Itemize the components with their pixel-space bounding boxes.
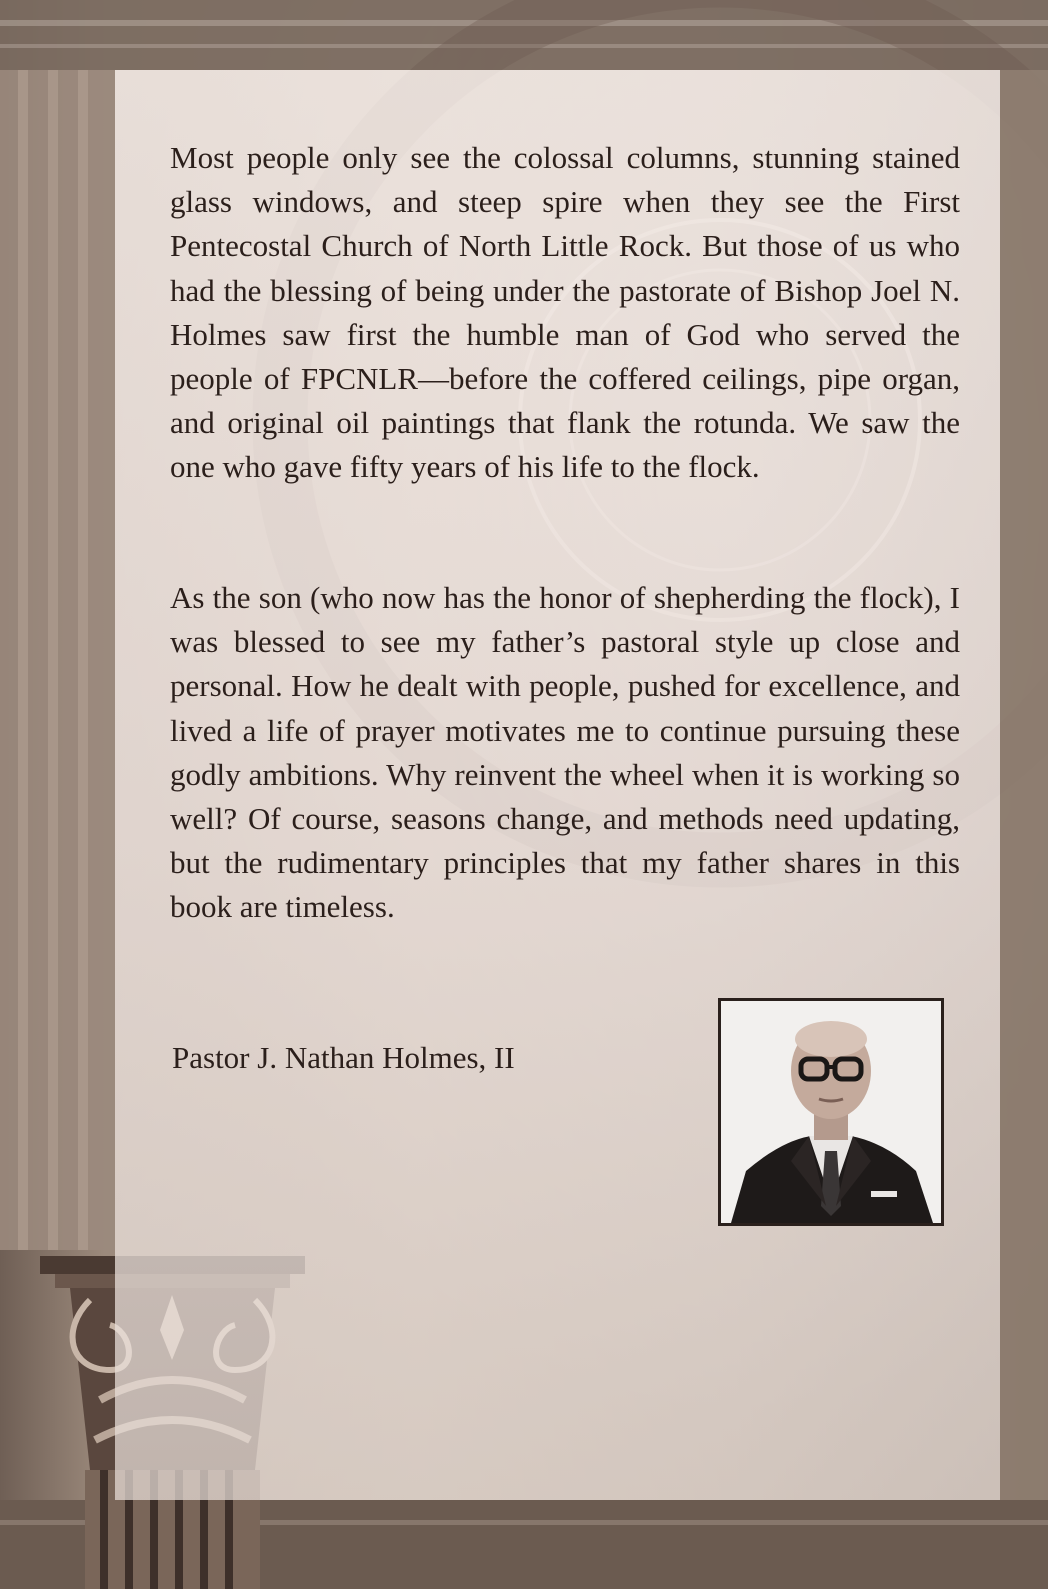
column-flute: [48, 70, 58, 1250]
portrait-icon: [721, 1001, 941, 1223]
column-flute: [18, 70, 28, 1250]
right-column: [1000, 70, 1048, 1500]
author-signature: Pastor J. Nathan Holmes, II: [172, 1040, 515, 1075]
column-flute: [78, 70, 88, 1250]
paragraph-1: Most people only see the colossal columns, stunning stained glass windows, and steep spire when they see the First Pentecostal Church of North Little Rock. But those of us who had the blessing of being under the pastorate of Bishop Joel N. Holmes saw first the humble man of God who served the people of FPCNLR—before the coffered ceilings, pipe organ, and original oil paintings that flank the rotunda. We saw the one who gave fifty years of his life to the flock.: [170, 140, 960, 485]
author-photo: [718, 998, 944, 1226]
paragraph-2: As the son (who now has the honor of shepherding the flock), I was blessed to see my father’s pastoral style up close and personal. How he dealt with people, pushed for excellence, and lived a life of prayer motivates me to continue pursuing these godly ambitions. Why reinvent the wheel when it is working so well? Of course, seasons change, and methods need updating, but the rudimentary principles that my father shares in this book are timeless.: [170, 580, 960, 925]
